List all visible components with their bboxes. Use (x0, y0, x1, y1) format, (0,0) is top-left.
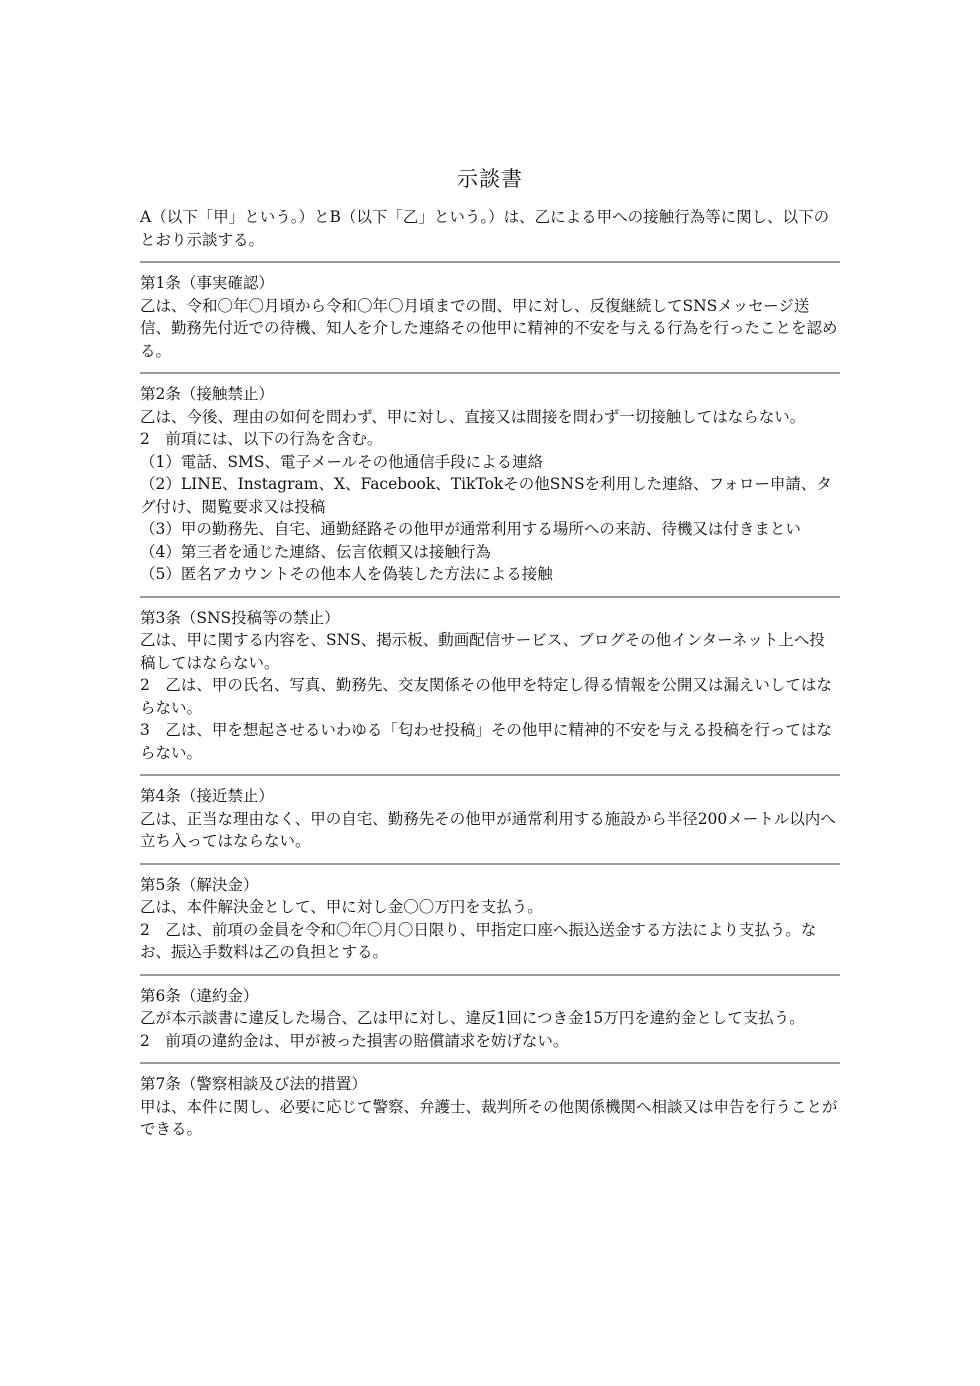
article-heading: 第7条（警察相談及び法的措置） (140, 1075, 367, 1093)
article-7 (140, 1073, 840, 1141)
article-heading: 第4条（接近禁止） (140, 787, 274, 805)
article-3 (140, 607, 840, 765)
article-paragraph: （5）匿名アカウントその他本人を偽装した方法による接触 (140, 565, 553, 583)
article-paragraph: 甲は、本件に関し、必要に応じて警察、弁護士、裁判所その他関係機関へ相談又は申告を行うことができる。 (140, 1097, 838, 1138)
article-heading: 第2条（接触禁止） (140, 385, 274, 403)
article-4 (140, 785, 840, 853)
preamble: A（以下「甲」という。）とB（以下「乙」という。）は、乙による甲への接触行為等に関し、以下のとおり示談する。 (140, 208, 830, 249)
articles-container (140, 261, 840, 1141)
article-divider (140, 372, 840, 374)
article-divider (140, 974, 840, 976)
article-paragraph: 乙は、本件解決金として、甲に対し金〇〇万円を支払う。 (140, 898, 543, 916)
article-paragraph: 2 乙は、前項の金員を令和〇年〇月〇日限り、甲指定口座へ振込送金する方法により支払う。なお、振込手数料は乙の負担とする。 (140, 920, 817, 961)
article-paragraph: 乙は、今後、理由の如何を問わず、甲に対し、直接又は間接を問わず一切接触してはならない。 (140, 407, 806, 426)
article-paragraph: 乙が本示談書に違反した場合、乙は甲に対し、違反1回につき金15万円を違約金として支払う。 (140, 1009, 805, 1027)
article-divider (140, 774, 840, 776)
article-heading: 第6条（違約金） (140, 986, 259, 1005)
article-6 (140, 985, 840, 1053)
document-page (140, 162, 840, 1141)
article-heading: 第3条（SNS投稿等の禁止） (140, 608, 340, 627)
article-paragraph: （3）甲の勤務先、自宅、通勤経路その他甲が通常利用する場所への来訪、待機又は付きまとい (140, 520, 801, 538)
article-paragraph: 3 乙は、甲を想起させるいわゆる「匂わせ投稿」その他甲に精神的不安を与える投稿を行ってはならない。 (140, 721, 832, 762)
article-paragraph: 2 乙は、甲の氏名、写真、勤務先、交友関係その他甲を特定し得る情報を公開又は漏えいしてはならない。 (140, 676, 832, 717)
article-2 (140, 383, 840, 586)
article-heading: 第5条（解決金） (140, 875, 259, 894)
article-5 (140, 874, 840, 964)
article-heading: 第1条（事実確認） (140, 274, 274, 292)
article-paragraph: 乙は、正当な理由なく、甲の自宅、勤務先その他甲が通常利用する施設から半径200メートル以内へ立ち入ってはならない。 (140, 809, 836, 850)
article-paragraph: 2 前項の違約金は、甲が被った損害の賠償請求を妨げない。 (140, 1031, 569, 1050)
article-divider (140, 261, 840, 263)
document-title: 示談書 (457, 167, 523, 191)
article-paragraph: （1）電話、SMS、電子メールその他通信手段による連絡 (140, 452, 544, 471)
article-paragraph: （4）第三者を通じた連絡、伝言依頼又は接触行為 (140, 542, 491, 561)
article-divider (140, 1062, 840, 1064)
article-paragraph: （2）LINE、Instagram、X、Facebook、TikTokその他SNSを利用した連絡、フォロー申請、タグ付け、閲覧要求又は投稿 (140, 475, 832, 516)
article-divider (140, 596, 840, 598)
article-paragraph: 2 前項には、以下の行為を含む。 (140, 430, 383, 448)
article-paragraph: 乙は、令和〇年〇月頃から令和〇年〇月頃までの間、甲に対し、反復継続してSNSメッセージ送信、勤務先付近での待機、知人を介した連絡その他甲に精神的不安を与える行為を行ったことを認める。 (140, 296, 838, 360)
article-paragraph: 乙は、甲に関する内容を、SNS、掲示板、動画配信サービス、ブログその他インターネット上へ投稿してはならない。 (140, 631, 825, 672)
article-divider (140, 863, 840, 865)
article-1 (140, 272, 840, 362)
